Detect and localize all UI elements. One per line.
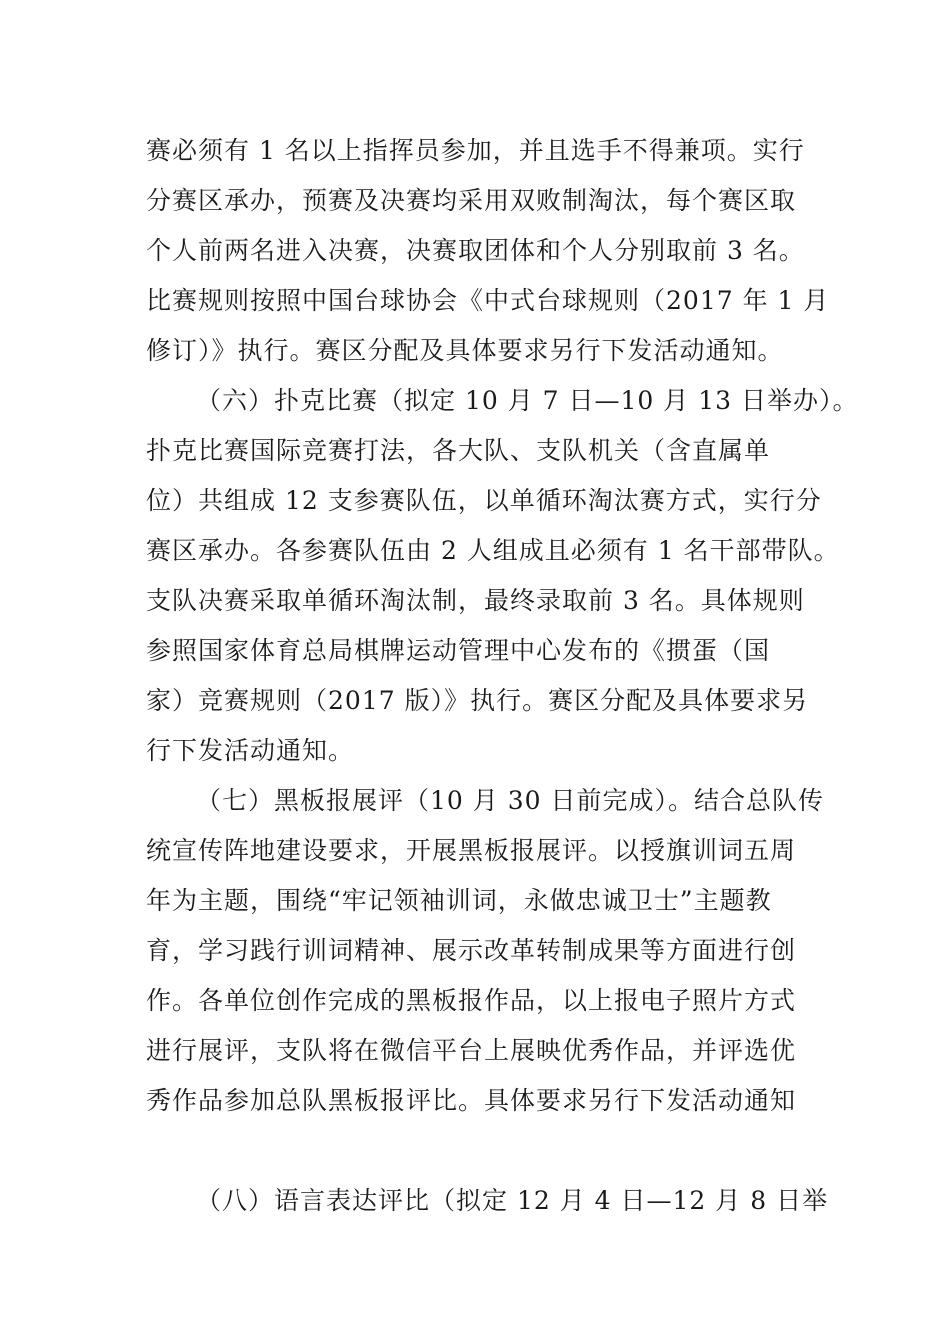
body-line: 位）共组成 12 支参赛队伍，以单循环淘汰赛方式，实行分 (146, 486, 822, 515)
body-line: 秀作品参加总队黑板报评比。具体要求另行下发活动通知 (146, 1086, 797, 1115)
body-line: 比赛规则按照中国台球协会《中式台球规则（2017 年 1 月 (146, 286, 830, 315)
body-line: 支队决赛采取单循环淘汰制，最终录取前 3 名。具体规则 (146, 586, 805, 615)
body-line: 行下发活动通知。 (146, 736, 355, 765)
body-line: 作。各单位创作完成的黑板报作品，以上报电子照片方式 (146, 986, 797, 1015)
body-line: 修订）》执行。赛区分配及具体要求另行下发活动通知。 (146, 336, 784, 365)
section-heading-seven: （七）黑板报展评（10 月 30 日前完成）。结合总队传 (196, 786, 824, 815)
body-line: 个人前两名进入决赛，决赛取团体和个人分别取前 3 名。 (146, 236, 805, 265)
body-line: 家）竞赛规则（2017 版）》执行。赛区分配及具体要求另 (146, 686, 809, 715)
section-heading-six: （六）扑克比赛（拟定 10 月 7 日—10 月 13 日举办）。 (196, 386, 859, 415)
body-line: 分赛区承办，预赛及决赛均采用双败制淘汰，每个赛区取 (146, 186, 797, 215)
body-line: 统宣传阵地建设要求，开展黑板报展评。以授旗训词五周 (146, 836, 797, 865)
body-line: 扑克比赛国际竞赛打法，各大队、支队机关（含直属单 (146, 436, 771, 465)
body-line: 参照国家体育总局棋牌运动管理中心发布的《掼蛋（国 (146, 636, 771, 665)
body-line: 赛区承办。各参赛队伍由 2 人组成且必须有 1 名干部带队。 (146, 536, 840, 565)
body-line: 年为主题，围绕“牢记领袖训词，永做忠诚卫士”主题教 (146, 886, 772, 915)
body-line: 赛必须有 1 名以上指挥员参加，并且选手不得兼项。实行 (146, 136, 805, 165)
body-line: 育，学习践行训词精神、展示改革转制成果等方面进行创 (146, 936, 797, 965)
body-line: 进行展评，支队将在微信平台上展映优秀作品，并评选优 (146, 1036, 797, 1065)
section-heading-eight: （八）语言表达评比（拟定 12 月 4 日—12 月 8 日举 (196, 1186, 829, 1215)
